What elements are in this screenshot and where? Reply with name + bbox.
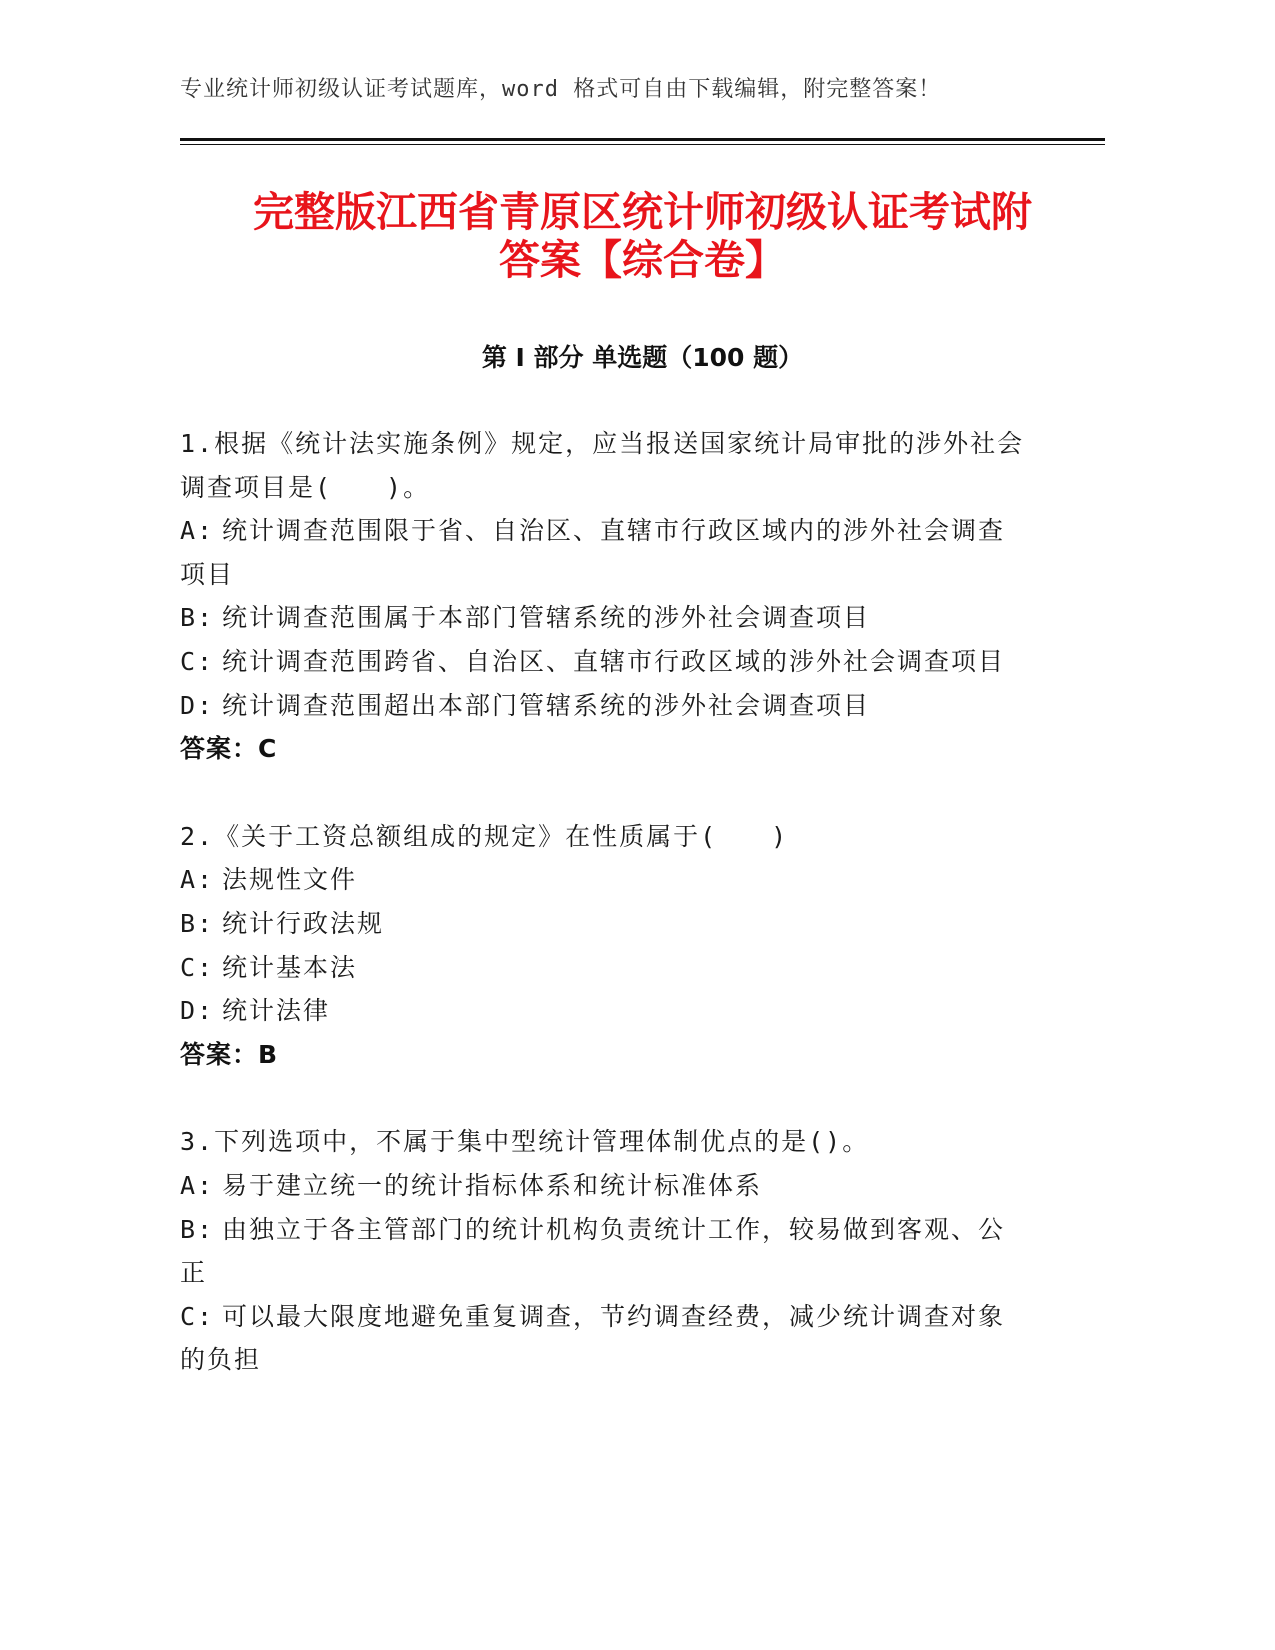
option-c	[180, 1295, 1030, 1382]
question-list	[180, 422, 1030, 1426]
option-b	[180, 596, 1030, 640]
option-letter: C:	[180, 1301, 215, 1331]
question-stem: 2.《关于工资总额组成的规定》在性质属于( )	[180, 821, 789, 851]
option-text: 统计调查范围超出本部门管辖系统的涉外社会调查项目	[222, 690, 871, 720]
option-letter: B:	[180, 603, 215, 633]
option-letter: D:	[180, 690, 215, 720]
option-c	[180, 946, 1030, 990]
option-text: 统计调查范围属于本部门管辖系统的涉外社会调查项目	[222, 603, 871, 633]
option-text: 统计基本法	[222, 952, 358, 982]
section-title: 第 I 部分 单选题（100 题）	[481, 343, 804, 372]
option-b	[180, 1208, 1030, 1295]
question-stem: 3.下列选项中，不属于集中型统计管理体制优点的是()。	[180, 1127, 870, 1157]
header-rule-thin	[180, 144, 1105, 145]
option-letter: C:	[180, 952, 215, 982]
header-rule-thick	[180, 138, 1105, 141]
option-a	[180, 1164, 1030, 1208]
option-letter: A:	[180, 1170, 215, 1200]
option-letter: A:	[180, 865, 215, 895]
option-text: 统计调查范围限于省、自治区、直辖市行政区域内的涉外社会调查项目	[180, 516, 1006, 589]
question-stem: 1.根据《统计法实施条例》规定，应当报送国家统计局审批的涉外社会调查项目是( )。	[180, 429, 1025, 502]
document-title	[180, 188, 1105, 284]
question-3	[180, 1120, 1030, 1382]
answer: 答案：B	[180, 1039, 279, 1069]
document-title-line1: 完整版江西省青原区统计师初级认证考试附	[253, 188, 1032, 236]
header-note: 专业统计师初级认证考试题库，word 格式可自由下载编辑，附完整答案！	[180, 77, 942, 102]
option-text: 统计调查范围跨省、自治区、直辖市行政区域的涉外社会调查项目	[222, 646, 1006, 676]
option-letter: D:	[180, 996, 215, 1026]
option-a	[180, 858, 1030, 902]
option-b	[180, 902, 1030, 946]
question-2	[180, 815, 1030, 1077]
option-d	[180, 684, 1030, 728]
option-text: 易于建立统一的统计指标体系和统计标准体系	[222, 1170, 763, 1200]
option-text: 统计行政法规	[222, 908, 385, 938]
answer: 答案：C	[180, 734, 278, 764]
option-letter: B:	[180, 1214, 215, 1244]
option-text: 可以最大限度地避免重复调查，节约调查经费，减少统计调查对象的负担	[180, 1301, 1006, 1375]
option-d	[180, 989, 1030, 1033]
option-letter: C:	[180, 646, 215, 676]
option-letter: B:	[180, 908, 215, 938]
option-text: 法规性文件	[222, 865, 358, 895]
document-title-line2: 答案【综合卷】	[499, 236, 786, 284]
option-c	[180, 640, 1030, 684]
option-a	[180, 509, 1030, 596]
option-text: 统计法律	[222, 996, 331, 1026]
question-1	[180, 422, 1030, 771]
option-letter: A:	[180, 516, 215, 546]
option-text: 由独立于各主管部门的统计机构负责统计工作，较易做到客观、公正	[180, 1214, 1006, 1288]
